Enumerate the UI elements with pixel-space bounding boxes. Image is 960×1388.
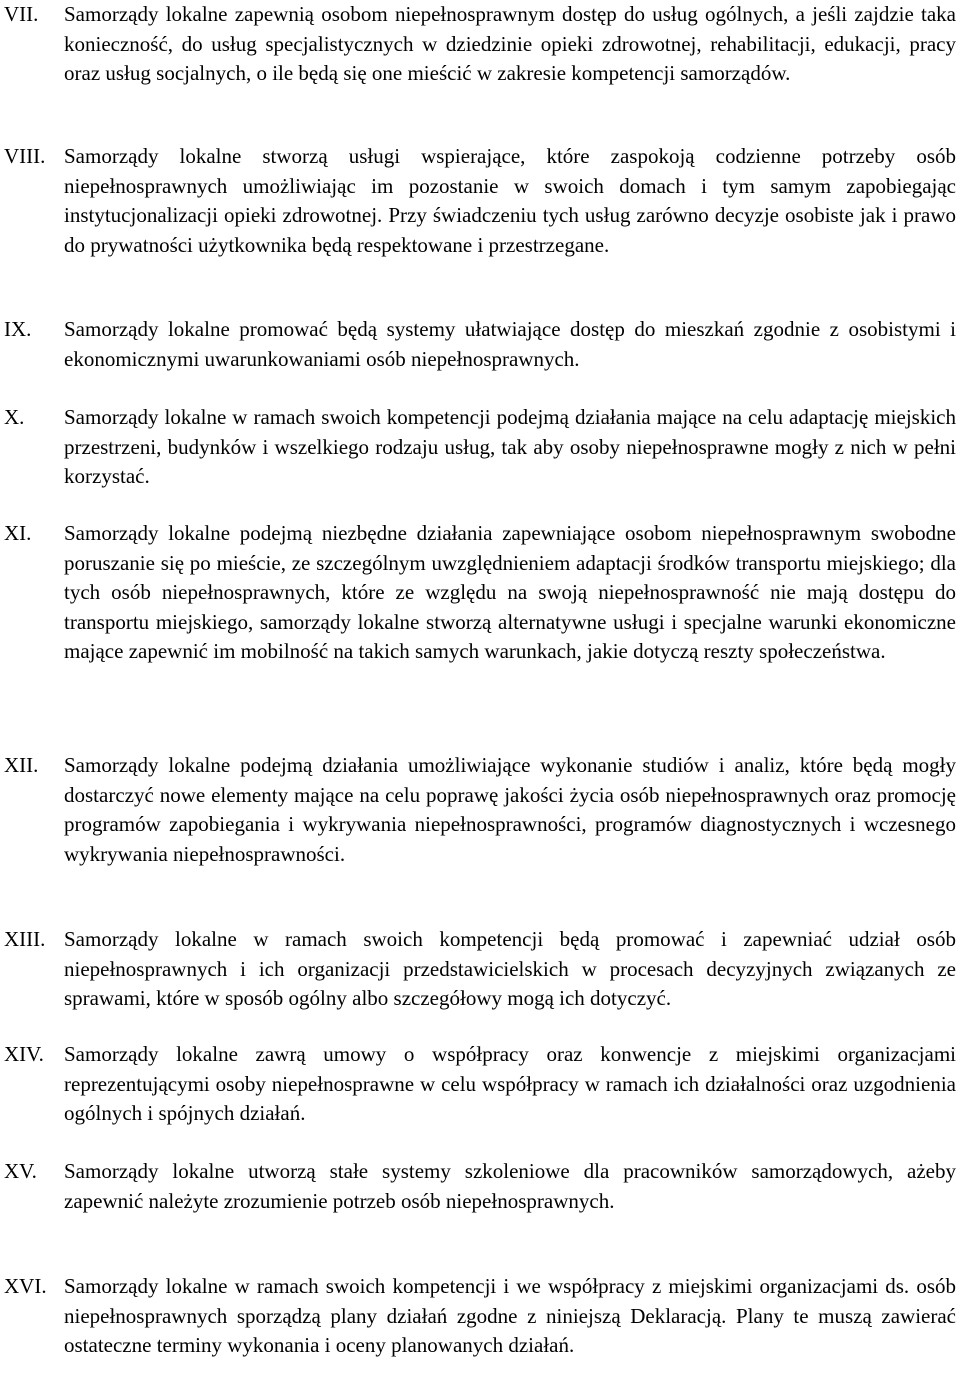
item-number: VIII. bbox=[4, 144, 46, 168]
item-number: XI. bbox=[4, 521, 32, 545]
item-number: VII. bbox=[4, 2, 39, 26]
item-text: Samorządy lokalne podejmą działania umożliwiające wykonanie studiów i analiz, które będą mogły dostarczyć nowe elementy mające na celu poprawę jakości życia osób niepełnosprawnych oraz promocję programów zapobiegania i wykrywania niepełnosprawności, programów diagnostycznych i wczesnego wykrywania niepełnosprawności. bbox=[64, 753, 956, 866]
item-text: Samorządy lokalne promować będą systemy ułatwiające dostęp do mieszkań zgodnie z osobistymi i ekonomicznymi uwarunkowaniami osób niepełnosprawnych. bbox=[64, 317, 956, 371]
item-text: Samorządy lokalne stworzą usługi wspierające, które zaspokoją codzienne potrzeby osób niepełnosprawnych umożliwiając im pozostanie w swoich domach i tym samym zapobiegając instytucjonalizacji opieki zdrowotnej. Przy świadczeniu tych usług zarówno decyzje osobiste jak i prawo do prywatności użytkownika będą respektowane i przestrzegane. bbox=[64, 144, 956, 257]
item-number: XVI. bbox=[4, 1274, 47, 1298]
item-text: Samorządy lokalne w ramach swoich kompetencji będą promować i zapewniać udział osób niepełnosprawnych i ich organizacji przedstawicielskich w procesach decyzyjnych związanych ze sprawami, które w sposób ogólny albo szczegółowy mogą ich dotyczyć. bbox=[64, 927, 956, 1010]
item-number: XIII. bbox=[4, 927, 46, 951]
item-number: XII. bbox=[4, 753, 39, 777]
item-text: Samorządy lokalne zapewnią osobom niepełnosprawnym dostęp do usług ogólnych, a jeśli zajdzie taka konieczność, do usług specjalistycznych w dziedzinie opieki zdrowotnej, rehabilitacji, edukacji, pracy oraz usług socjalnych, o ile będą się one mieścić w zakresie kompetencji samorządów. bbox=[64, 2, 956, 85]
item-number: XV. bbox=[4, 1159, 37, 1183]
item-text: Samorządy lokalne utworzą stałe systemy szkoleniowe dla pracowników samorządowych, ażeby zapewnić należyte zrozumienie potrzeb osób niepełnosprawnych. bbox=[64, 1159, 956, 1213]
item-text: Samorządy lokalne podejmą niezbędne działania zapewniające osobom niepełnosprawnym swobodne poruszanie się po mieście, ze szczególnym uwzględnieniem adaptacji środków transportu miejskiego; dla tych osób niepełnosprawnych, które ze względu na swoją niepełnosprawność nie mają dostępu do transportu miejskiego, samorządy lokalne stworzą alternatywne usługi i specjalne warunki ekonomiczne mające zapewnić im mobilność na takich samych warunkach, jakie dotyczą reszty społeczeństwa. bbox=[64, 521, 956, 663]
item-number: XIV. bbox=[4, 1042, 44, 1066]
item-text: Samorządy lokalne zawrą umowy o współpracy oraz konwencje z miejskimi organizacjami reprezentującymi osoby niepełnosprawne w celu współpracy w ramach ich działalności oraz uzgodnienia ogólnych i spójnych działań. bbox=[64, 1042, 956, 1125]
item-text: Samorządy lokalne w ramach swoich kompetencji i we współpracy z miejskimi organizacjami ds. osób niepełnosprawnych sporządzą plany działań zgodne z niniejszą Deklaracją. Plany te muszą zawierać ostateczne terminy wykonania i oceny planowanych działań. bbox=[64, 1274, 956, 1357]
item-number: IX. bbox=[4, 317, 32, 341]
item-number: X. bbox=[4, 405, 25, 429]
item-text: Samorządy lokalne w ramach swoich kompetencji podejmą działania mające na celu adaptację miejskich przestrzeni, budynków i wszelkiego rodzaju usług, tak aby osoby niepełnosprawne mogły z nich w pełni korzystać. bbox=[64, 405, 956, 488]
